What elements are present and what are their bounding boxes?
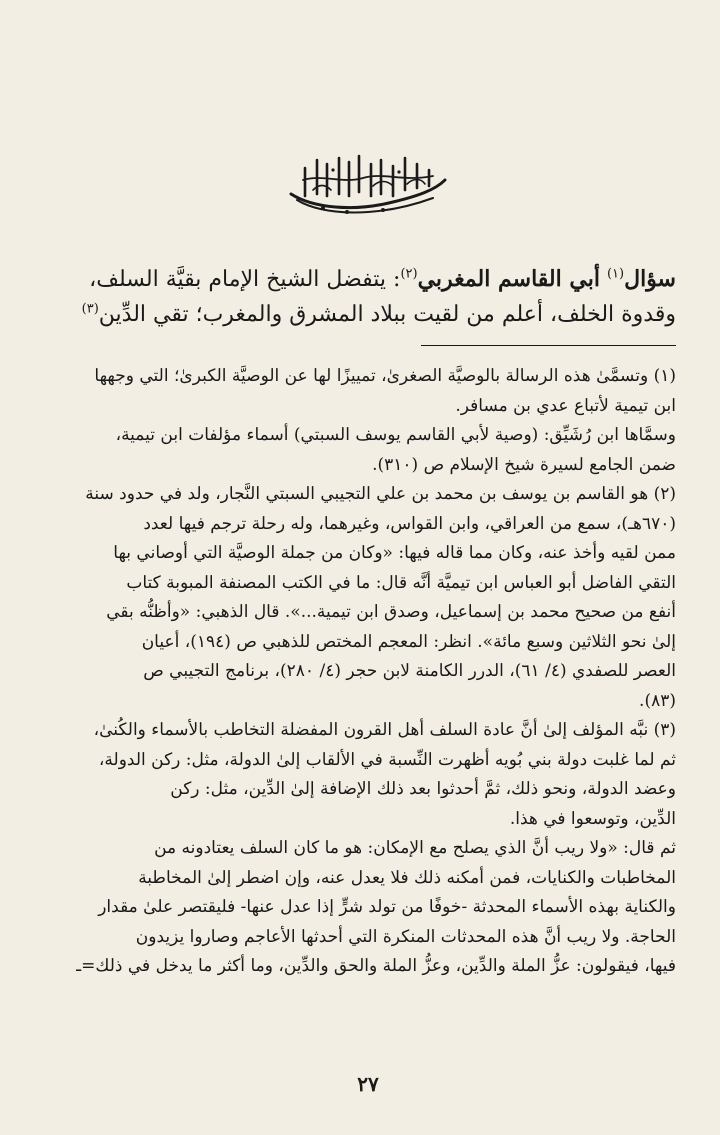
question-lead: سؤال bbox=[624, 266, 676, 292]
page-number: ٢٧ bbox=[357, 1072, 379, 1096]
questioner-name: أبي القاسم المغربي bbox=[417, 266, 600, 292]
footnote-line: (٢) هو القاسم بن يوسف بن محمد بن علي التجيبي السبتي النَّجار، ولد في حدود سنة bbox=[85, 484, 676, 504]
main-line-1 bbox=[60, 262, 676, 297]
footnote-line: ضمن الجامع لسيرة شيخ الإسلام ص (٣١٠). bbox=[372, 454, 676, 475]
main-question-text bbox=[60, 262, 676, 332]
basmala-calligraphy bbox=[60, 150, 676, 226]
footnote-line: وعضد الدولة، ونحو ذلك، ثمَّ أحدثوا بعد ذلك الإضافة إلىٰ الدِّين، مثل: ركن bbox=[170, 779, 676, 799]
footnote-line: (٨٣). bbox=[639, 690, 676, 711]
footnotes bbox=[60, 362, 676, 982]
footnote-line: والكناية بهذه الأسماء المحدثة -خوفًا من تولد شرٍّ إذا عدل عنها- فليقتصر علىٰ مقدار bbox=[98, 897, 676, 917]
footnote-ref-2: (٢) bbox=[400, 266, 418, 282]
main-line-1-rest: : يتفضل الشيخ الإمام بقيَّة السلف، bbox=[89, 267, 401, 292]
footnote-3 bbox=[60, 716, 676, 982]
footnote-line: فيها، فيقولون: عزُّ الملة والدِّين، وعزُّ الملة والحق والدِّين، وما أكثر ما يدخل في ذلك=ـ bbox=[76, 956, 676, 976]
footnote-line: الدِّين، وتوسعوا في هذا. bbox=[509, 808, 676, 829]
footnote-ref-1: (١) bbox=[606, 266, 625, 282]
footnote-ref-3: (٣) bbox=[81, 301, 99, 317]
main-line-2: وقدوة الخلف، أعلم من لقيت ببلاد المشرق والمغرب؛ تقي الدِّين$^{(٣)}$ bbox=[81, 301, 676, 327]
footnote-line: ثم قال: «ولا ريب أنَّ الذي يصلح مع الإمكان: هو ما كان السلف يعتادونه من bbox=[154, 838, 676, 858]
footnote-line: الحاجة. ولا ريب أنَّ هذه المحدثات المنكرة التي أحدثها الأعاجم وصاروا يزيدون bbox=[135, 926, 676, 947]
footnote-line: (٣) نبَّه المؤلف إلىٰ أنَّ عادة السلف أهل القرون المفضلة التخاطب بالأسماء والكُنىٰ، bbox=[93, 720, 676, 740]
footnote-2 bbox=[60, 480, 676, 716]
footnote-divider bbox=[421, 345, 676, 346]
footnote-line: إلىٰ نحو الثلاثين وسبع مائة». انظر: المعجم المختص للذهبي ص (١٩٤)، أعيان bbox=[141, 631, 676, 652]
footnote-line: العصر للصفدي (٤/ ٦١)، الدرر الكامنة لابن حجر (٤/ ٢٨٠)، برنامج التجيبي ص bbox=[143, 661, 676, 681]
footnote-line: وسمَّاها ابن رُشَيِّق: (وصية لأبي القاسم يوسف السبتي) أسماء مؤلفات ابن تيمية، bbox=[115, 425, 676, 445]
footnote-1 bbox=[60, 362, 676, 480]
footnote-line: (١) وتسمَّىٰ هذه الرسالة بالوصيَّة الصغرىٰ، تمييزًا لها عن الوصيَّة الكبرىٰ؛ التي وجهها bbox=[94, 366, 676, 386]
footnote-line: التقي الفاضل أبو العباس ابن تيميَّة أنَّه قال: ما في الكتب المصنفة المبوبة كتاب bbox=[126, 572, 676, 593]
footnote-line: أنفع من صحيح محمد بن إسماعيل، وصدق ابن تيمية...». قال الذهبي: «وأظنُّه بقي bbox=[106, 602, 676, 622]
footnote-line: المخاطبات والكنايات، فمن أمكنه ذلك فلا يعدل عنه، وإن اضطر إلىٰ المخاطبة bbox=[138, 867, 676, 888]
book-page bbox=[60, 0, 676, 1135]
basmala-calligraphy-icon bbox=[283, 150, 453, 222]
footnote-line: (٦٧٠هـ)، سمع من العراقي، وابن القواس، وغيرهما، وله رحلة ترجم فيها لعدد bbox=[143, 513, 676, 534]
footnote-line: ثم لما غلبت دولة بني بُويه أظهرت النِّسبة في الألقاب إلىٰ الدولة، مثل: ركن الدولة، bbox=[98, 749, 676, 770]
footnote-line: ابن تيمية لأتباع عدي بن مسافر. bbox=[455, 395, 676, 416]
footnote-line: ممن لقيه وأخذ عنه، وكان مما قاله فيها: «وكان من جملة الوصيَّة التي أوصاني بها bbox=[113, 543, 676, 563]
